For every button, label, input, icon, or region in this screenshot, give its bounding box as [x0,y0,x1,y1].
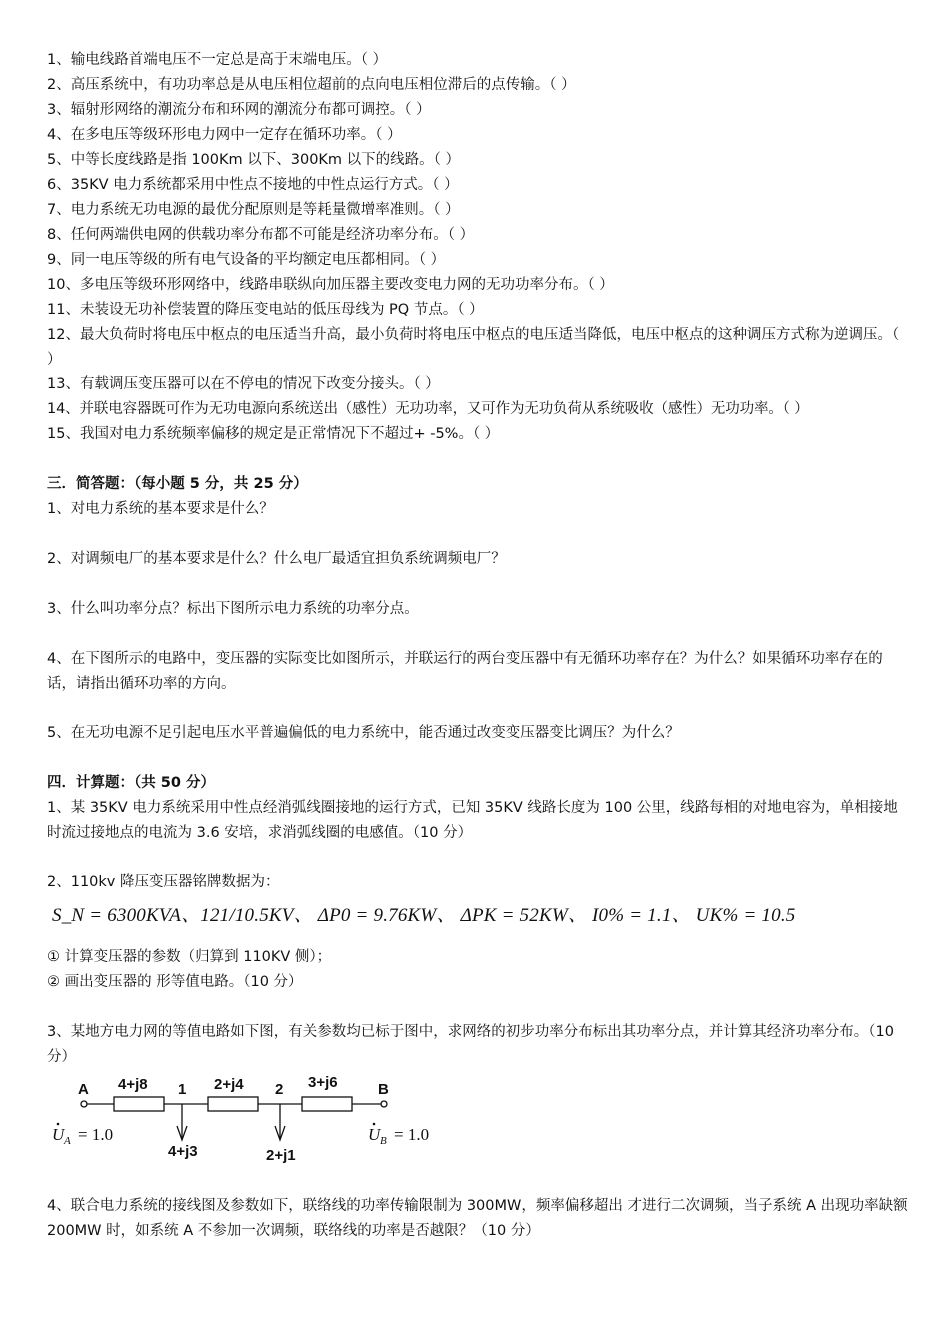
voltage-a-phasor-dot [57,1123,60,1126]
judge-item-4: 4、在多电压等级环形电力网中一定存在循环功率。（ ） [47,127,402,143]
voltage-a-subscript: A [64,1135,71,1147]
voltage-b-value: = 1.0 [394,1125,430,1144]
terminal-b [381,1101,387,1107]
transformer-nameplate-formula: S_N = 6300KVA、121/10.5KV、 ΔP0 = 9.76KW、 ΔPK = 52KW、 I0% = 1.1、 UK% = 10.5 [52,905,796,926]
judge-item-11: 11、未装设无功补偿装置的降压变电站的低压母线为 PQ 节点。（ ） [47,302,484,318]
section4-title: 四．计算题：（共 50 分） [47,775,216,791]
judge-item-9: 9、同一电压等级的所有电气设备的平均额定电压都相同。（ ） [47,252,446,268]
impedance-box-12 [208,1097,258,1111]
calc-question-1: 1、某 35KV 电力系统采用中性点经消弧线圈接地的运行方式，已知 35KV 线路长度为 100 公里，线路每相的对地电容为，单相接地时流过接地点的电流为 3.6 安培，求消弧线圈的电感值。（10 分） [47,800,898,841]
calc-question-2-part-a: ① 计算变压器的参数（归算到 110KV 侧）； [47,949,332,965]
impedance-2b-label: 3+j6 [308,1074,338,1091]
impedance-12-label: 2+j4 [214,1076,244,1093]
calc-question-4: 4、联合电力系统的接线图及参数如下，联络线的功率传输限制为 300MW，频率偏移超出 才进行二次调频，当子系统 A 出现功率缺额 200MW 时，如系统 A 不参加一次调频，联络线的功率是否越限？（10 分） [47,1198,908,1239]
judge-item-7: 7、电力系统无功电源的最优分配原则是等耗量微增率准则。（ ） [47,202,460,218]
voltage-a-value: = 1.0 [78,1125,114,1144]
judge-item-8: 8、任何两端供电网的供载功率分布都不可能是经济功率分布。（ ） [47,227,475,243]
terminal-a [81,1101,87,1107]
node-b-label: B [378,1081,389,1098]
voltage-b-phasor-dot [373,1123,376,1126]
judge-item-15: 15、我国对电力系统频率偏移的规定是正常情况下不超过+ -5%。（ ） [47,426,500,442]
impedance-box-a1 [114,1097,164,1111]
node-1-label: 1 [178,1081,187,1098]
voltage-a-symbol: U [52,1125,65,1144]
voltage-b-subscript: B [380,1135,387,1147]
load-1-label: 4+j3 [168,1143,198,1160]
voltage-b-symbol: U [368,1125,381,1144]
node-a-label: A [78,1081,89,1098]
judge-item-3: 3、辐射形网络的潮流分布和环网的潮流分布都可调控。（ ） [47,102,431,118]
short-answer-5: 5、在无功电源不足引起电压水平普遍偏低的电力系统中，能否通过改变变压器变比调压？为什么？ [47,725,680,741]
short-answer-2: 2、对调频电厂的基本要求是什么？什么电厂最适宜担负系统调频电厂？ [47,551,506,567]
judge-item-2: 2、高压系统中，有功功率总是从电压相位超前的点向电压相位滞后的点传输。（ ） [47,77,576,93]
section3-title: 三．简答题：（每小题 5 分，共 25 分） [47,476,308,492]
judge-item-13: 13、有载调压变压器可以在不停电的情况下改变分接头。（ ） [47,376,440,392]
judge-item-5: 5、中等长度线路是指 100Km 以下、300Km 以下的线路。（ ） [47,152,461,168]
short-answer-1: 1、对电力系统的基本要求是什么？ [47,501,274,517]
impedance-box-2b [302,1097,352,1111]
judge-item-6: 6、35KV 电力系统都采用中性点不接地的中性点运行方式。（ ） [47,177,459,193]
judge-item-12: 12、最大负荷时将电压中枢点的电压适当升高，最小负荷时将电压中枢点的电压适当降低，电压中枢点的这种调压方式称为逆调压。（ ） [47,327,900,368]
short-answer-3: 3、什么叫功率分点？标出下图所示电力系统的功率分点。 [47,601,419,617]
calc-question-3: 3、某地方电力网的等值电路如下图，有关参数均已标于图中，求网络的初步功率分布标出其功率分点，并计算其经济功率分布。（10 分） [47,1024,894,1065]
judge-item-1: 1、输电线路首端电压不一定总是高于末端电压。（ ） [47,52,388,68]
load-2-label: 2+j1 [266,1147,296,1164]
judge-item-10: 10、多电压等级环形网络中，线路串联纵向加压器主要改变电力网的无功功率分布。（ ） [47,277,614,293]
impedance-a1-label: 4+j8 [118,1076,148,1093]
node-2-label: 2 [275,1081,284,1098]
calc-question-2-intro: 2、110kv 降压变压器铭牌数据为： [47,874,280,890]
calc-question-2-part-b: ② 画出变压器的 形等值电路。（10 分） [47,974,303,990]
short-answer-4: 4、在下图所示的电路中，变压器的实际变比如图所示，并联运行的两台变压器中有无循环功率存在？为什么？如果循环功率存在的话，请指出循环功率的方向。 [47,651,883,692]
judge-item-14: 14、并联电容器既可作为无功电源向系统送出（感性）无功功率，又可作为无功负荷从系统吸收（感性）无功功率。（ ） [47,401,809,417]
